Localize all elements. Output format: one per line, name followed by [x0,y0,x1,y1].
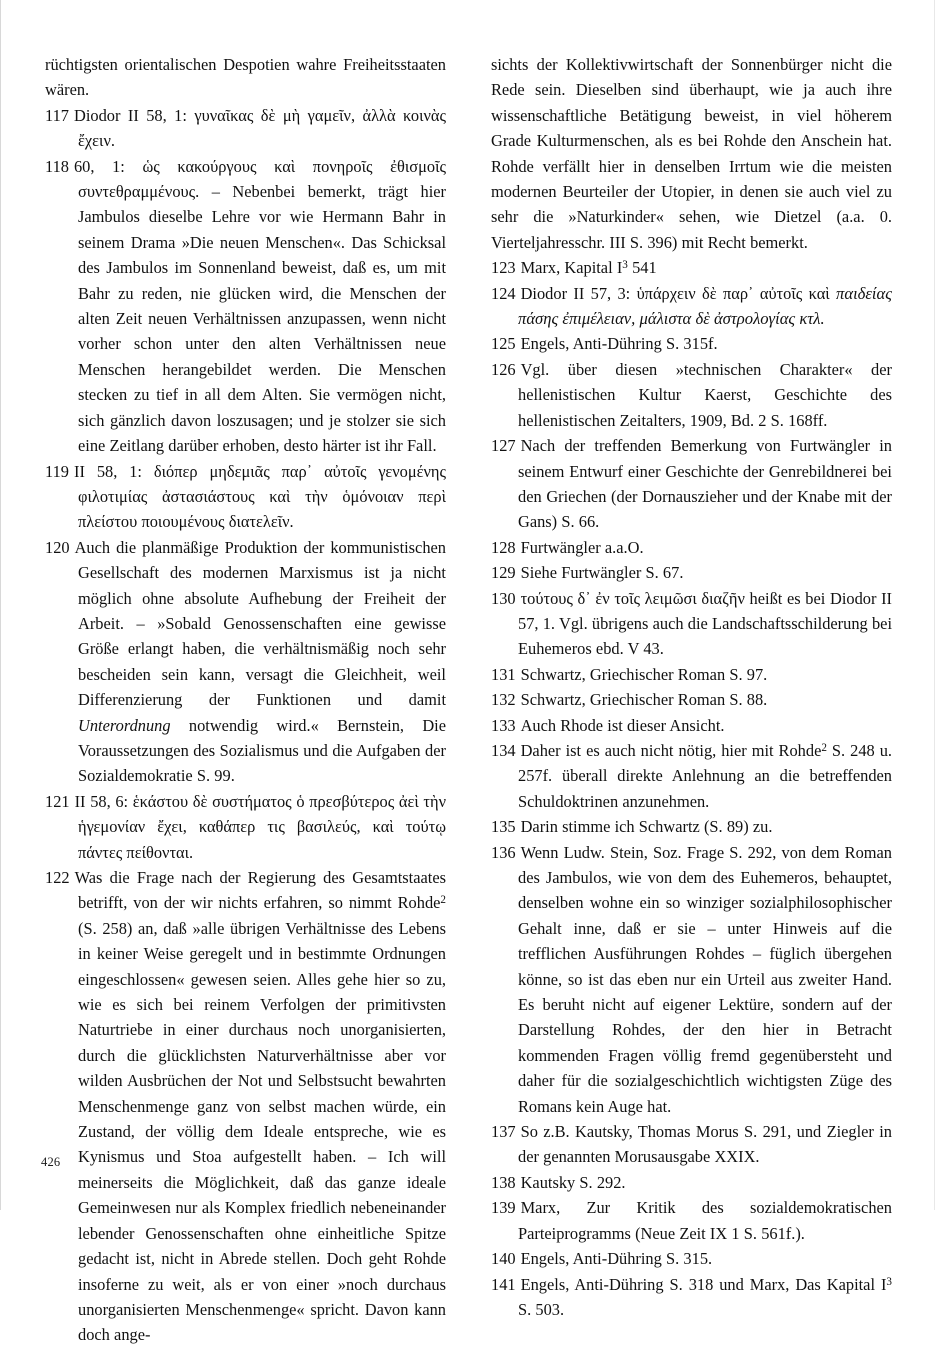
endnote-superscript: 3 [886,1275,892,1288]
endnote-number: 122 [45,868,70,887]
endnote-117 [45,103,446,154]
endnote-125 [491,331,892,356]
endnote-134 [491,738,892,814]
continuation-paragraph-left: rüchtigsten orientalischen Despotien wahre Freiheitsstaaten wären. [45,55,446,100]
endnote-text: So z.B. Kautsky, Thomas Morus S. 291, und Ziegler in der genannten Morusausgabe XXIX. [518,1122,892,1167]
endnote-text: Engels, Anti-Dühring S. 315f. [520,334,718,354]
endnote-number: 121 [45,791,70,811]
endnote-number: 125 [491,334,516,354]
endnote-number: 134 [491,740,516,760]
endnote-number: 124 [491,283,516,303]
endnote-number: 132 [491,690,516,710]
endnote-text: Siehe Furtwängler S. 67. [520,563,684,583]
endnote-greek-italic: παιδείας πάσης ἐπιμέλειαν, μάλιστα δὲ ἀστρολογίας κτλ. [518,283,892,329]
endnote-text-roman: Diodor II 57, 3: ὑπάρχειν δὲ παρ᾽ αὐτοῖς καὶ [520,283,837,303]
endnote-text: τούτους δ᾽ ἐν τοῖς λειμῶσι διαζῆν heißt es bei Diodor II 57, 1. Vgl. übrigens auch die Landschaftsschilderung bei Euhemeros ebd. V 43. [518,588,892,659]
endnote-italic-term: Unterordnung [78,715,171,735]
endnote-140 [491,1246,892,1271]
endnote-text-part2: S. 248 u. 257f. überall direkte Anlehnung an die betreffenden Schuldoktrinen anzunehmen. [518,740,893,811]
endnote-129 [491,560,892,585]
page-number: 426 [41,1155,61,1169]
endnote-118 [45,154,446,459]
endnote-131 [491,662,892,687]
endnote-number: 118 [45,156,69,176]
endnote-text-before-italic: Auch die planmäßige Produktion der kommunistischen Gesellschaft des modernen Marxismus ist ja nicht möglich ohne absolute Aufhebung der Freiheit der Arbeit. – »Sobald Genossenschaften eine gewisse Größe erlangt haben, die verhältnismäßig noch sehr bescheiden sein kann, versagt die Gleichheit, weil Differenzierung der Funktionen und damit [74,537,446,710]
endnote-number: 119 [45,461,69,481]
endnote-text: Vgl. über diesen »technischen Charakter« der hellenistischen Kultur Kaerst, Geschichte des hellenistischen Zeitalters, 1909, Bd. 2 S. 168ff. [518,359,892,430]
endnote-text: II 58, 6: ἑκάστου δὲ συστήματος ὁ πρεσβύτερος ἀεὶ τὴν ἡγεμονίαν ἔχει, καθάπερ τις βασιλεύς, καὶ τούτῳ πάντες πείθονται. [74,791,446,862]
endnote-137 [491,1119,892,1170]
endnote-number: 133 [491,715,516,735]
endnote-number: 123 [491,258,516,278]
endnote-121 [45,789,446,865]
endnote-number: 137 [491,1122,516,1142]
endnote-text: Engels, Anti-Dühring S. 315. [520,1249,713,1269]
endnote-136 [491,840,892,1119]
endnote-number: 130 [491,588,516,608]
endnote-text: 60, 1: ὡς κακούργους καὶ πονηροῖς ἐθισμοῖς συντεθραμμένους. – Nebenbei bemerkt, trägt hier Jambulos dieselbe Lehre vor wie Hermann Bahr in seinem Drama »Die neuen Menschen«. Das Schicksal des Jambulos im Sonnenland beweist, daß es, um mit Bahr zu reden, nie glücken wird, die Menschen der alten Zeit neuen Verhältnissen anzupassen, wenn nicht vorher schon unter den alten Verhältnissen neue Menschen herangebildet werden. Die Menschen stecken zu tief in all dem Alten. Sie vermögen nicht, sich gänzlich davon loszusagen; und je stolzer sie sich eine Zeitlang darüber erhoben, desto härter ist ihr Fall. [73,156,446,456]
endnote-text-part2: (S. 258) an, daß »alle übrigen Verhältnisse des Lebens in keiner Weise geregelt und in bestimmte Ordnungen eingeschlossen« gewesen seien. Alles gehe hier so zu, wie es sich bei reinem Verfolgen der primitivsten Naturtriebe in einer durchaus noch unorganisierten, durch die glücklichsten Naturverhältnisse aber vor wilden Ausbrüchen der Not und Selbstsucht bewahrten Menschenmenge ganz von selbst machen würde, ein Zustand, der völlig dem Ideale entspreche, wie es Kynismus und Stoa aufgestellt haben. – Ich will meinerseits die Möglichkeit, daß das ganze ideale Gemeinwesen nur als Komplex friedlich nebeneinander lebender Genossenschaften ohne einheitliche Spitze gedacht ist, nicht in Abrede stellen. Doch geht Rohde insoferne zu weit, als er von einer »noch durchaus unorganisierten Menschenmenge« spricht. Davon kann doch ange- [78,918,446,1345]
endnote-128 [491,535,892,560]
endnote-text-part1: Marx, Kapital I [520,258,623,278]
endnote-130 [491,586,892,662]
endnote-number: 117 [45,105,69,125]
endnote-number: 120 [45,537,70,557]
endnote-text: Wenn Ludw. Stein, Soz. Frage S. 292, von dem Roman des Jambulos, wie von dem des Euhemeros, behauptet, denselben wohne ein so winziger sozialphilosophischer Gehalt inne, daß er sie – unter Hinweis auf die trefflichen Ausführungen Rohdes – füglich übergehen könne, so ist das eben nur ein Urteil aus zweiter Hand. Es beruht nicht auf eigener Lektüre, sondern auf der Darstellung Rohdes, der den hier in Betracht kommenden Fragen völlig fremd gegenübersteht und daher für die sozialgeschichtlich wichtigsten Züge des Romans kein Auge hat. [518,842,892,1116]
right-column [491,52,893,1319]
endnote-number: 138 [491,1172,516,1192]
endnote-133 [491,713,892,738]
endnote-138 [491,1170,892,1195]
endnote-number: 136 [491,842,516,862]
endnote-number: 139 [491,1198,516,1218]
endnote-text-part1: Was die Frage nach der Regierung des Gesamtstaates betrifft, von der wir nichts erfahren, so nimmt Rohde [74,868,446,913]
endnote-number: 131 [491,664,516,684]
endnote-120 [45,535,446,789]
endnote-132 [491,687,892,712]
endnote-text-part1: Engels, Anti-Dühring S. 318 und Marx, Das Kapital I [520,1274,887,1294]
endnote-124 [491,281,892,332]
endnote-122 [45,865,446,1348]
endnote-text: Schwartz, Griechischer Roman S. 88. [520,690,768,710]
endnote-135 [491,814,892,839]
endnote-139 [491,1195,892,1246]
endnote-text: Darin stimme ich Schwartz (S. 89) zu. [520,817,773,837]
endnote-text-after-italic: notwendig wird.« Bernstein, Die Voraussetzungen des Sozialismus und die Aufgaben der Sozialdemokratie S. 99. [78,715,446,786]
endnote-text: Furtwängler a.a.O. [520,537,644,557]
endnote-text: Marx, Zur Kritik des sozialdemokratischen Parteiprogramms (Neue Zeit IX 1 S. 561f.). [518,1198,892,1243]
endnote-text: Nach der treffenden Bemerkung von Furtwängler in seinem Entwurf einer Geschichte der Genrebildnerei bei den Griechen (der Dornauszieher und der Knabe mit der Gans) S. 66. [518,436,892,532]
endnote-126 [491,357,892,433]
endnote-text: Kautsky S. 292. [520,1172,626,1192]
endnote-number: 135 [491,817,516,837]
endnote-superscript: 2 [821,741,827,754]
endnote-127 [491,433,892,535]
endnote-superscript: 3 [622,259,628,272]
endnote-text: Diodor II 58, 1: γυναῖκας δὲ μὴ γαμεῖν, ἀλλὰ κοινὰς ἔχειν. [73,105,446,151]
endnote-123 [491,255,892,280]
endnote-119 [45,459,446,535]
continuation-paragraph-right: sichts der Kollektivwirtschaft der Sonnenbürger nicht die Rede sein. Dieselben sind überhaupt, wie ja auch ihre wissenschaftliche Betätigung beweist, in viel höherem Grade Kulturmenschen, als es bei Rohde den Anschein hat. Rohde verfällt hier in denselben Irrtum wie die meisten modernen Beurteiler der Utopier, in denen sie auch viel zu sehr die »Naturkinder« sehen, wie Dietzel (a.a. 0. Vierteljahresschr. III S. 396) mit Recht bemerkt. [491,55,892,252]
endnote-text-part2: S. 503. [518,1299,565,1319]
endnote-superscript: 2 [440,894,446,907]
endnote-number: 126 [491,359,516,379]
endnote-number: 128 [491,537,516,557]
endnote-text-part2: 541 [627,258,657,278]
endnote-text-part1: Daher ist es auch nicht nötig, hier mit Rohde [520,740,822,760]
endnote-number: 140 [491,1249,516,1269]
endnote-141 [491,1272,892,1323]
endnote-number: 127 [491,436,516,456]
endnote-number: 129 [491,563,516,583]
endnote-text: Schwartz, Griechischer Roman S. 97. [520,664,768,684]
endnote-number: 141 [491,1274,516,1294]
endnote-text: Auch Rhode ist dieser Ansicht. [520,715,725,735]
endnote-text: II 58, 1: διόπερ μηδεμιᾶς παρ᾽ αὐτοῖς γενομένης φιλοτιμίας ἀστασιάστους καὶ τὴν ὁμόνοιαν περὶ πλείστου ποιουμένους διατελεῖν. [73,461,446,532]
